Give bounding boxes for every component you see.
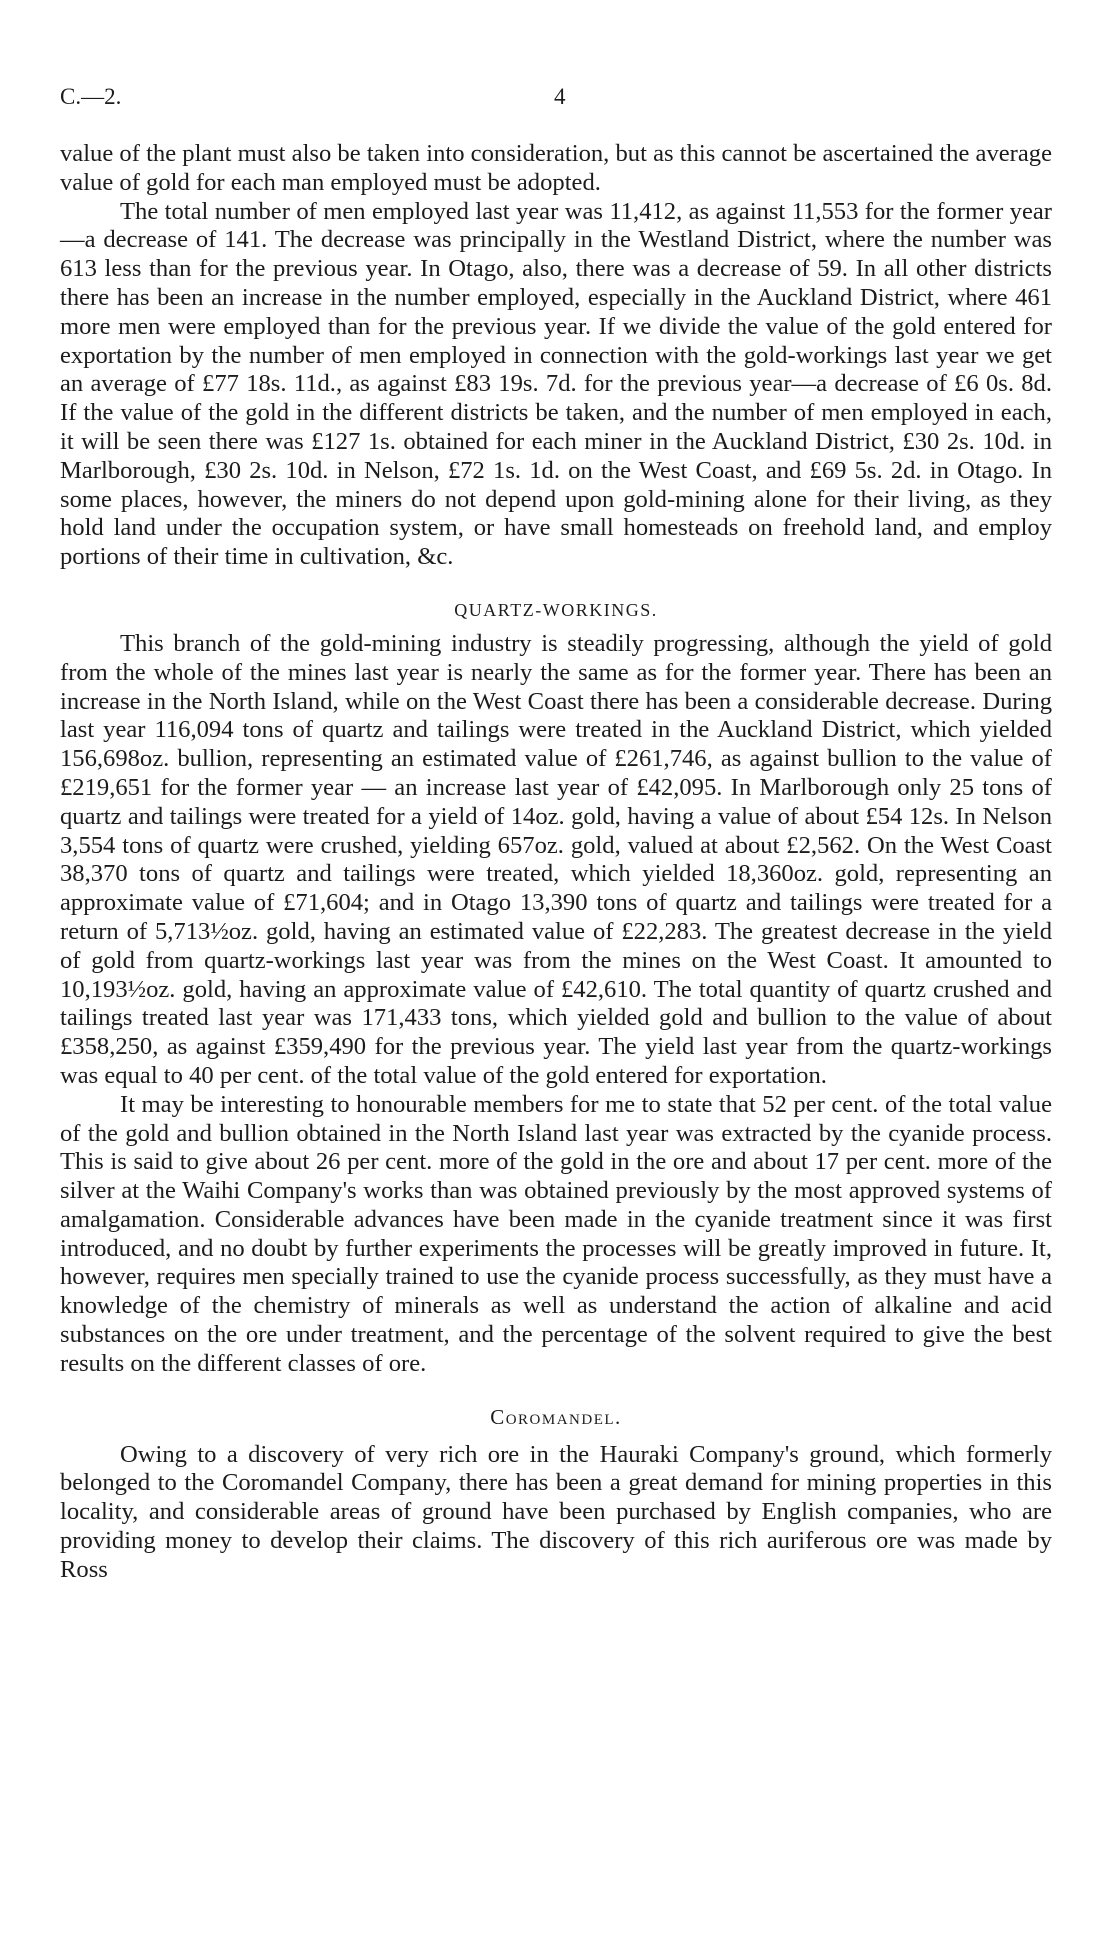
document-page [60, 80, 1052, 1585]
document-reference: C.—2. [60, 84, 122, 109]
section-heading-quartz-workings: QUARTZ-WORKINGS. [454, 599, 658, 620]
paragraph-quartz-progress: This branch of the gold-mining industry is steadily progressing, although the yield of gold from the whole of the mines last year is nearly the same as for the former year. There has been an increase in the North Island, while on the West Coast there has been a considerable decrease. During last year 116,094 tons of quartz and tailings were treated in the Auckland District, which yielded 156,698oz. bullion, representing an estimated value of £261,746, as against bullion to the value of £219,651 for the former year — an increase last year of £42,095. In Marlborough only 25 tons of quartz and tailings were treated for a yield of 14oz. gold, having a value of about £54 12s. In Nelson 3,554 tons of quartz were crushed, yielding 657oz. gold, valued at about £2,562. On the West Coast 38,370 tons of quartz and tailings were treated, which yielded 18,360oz. gold, representing an approximate value of £71,604; and in Otago 13,390 tons of quartz and tailings were treated for a return of 5,713½oz. gold, having an estimated value of £22,283. The greatest decrease in the yield of gold from quartz-workings last year was from the mines on the West Coast. It amounted to 10,193½oz. gold, having an approximate value of £42,610. The total quantity of quartz crushed and tailings treated last year was 171,433 tons, which yielded gold and bullion to the value of about £358,250, as against £359,490 for the previous year. The yield last year from the quartz-workings was equal to 40 per cent. of the total value of the gold entered for exportation. [60, 629, 1052, 1089]
body-text [60, 140, 1052, 1585]
paragraph-continuation: value of the plant must also be taken into consideration, but as this cannot be ascertained the average value of gold for each man employed must be adopted. [60, 140, 1052, 196]
page-header [60, 80, 1052, 114]
section-heading-coromandel: Coromandel. [490, 1404, 622, 1429]
paragraph-coromandel: Owing to a discovery of very rich ore in the Hauraki Company's ground, which formerly belonged to the Coromandel Company, there has been a great demand for mining properties in this locality, and considerable areas of ground have been purchased by English companies, who are providing money to develop their claims. The discovery of this rich auriferous ore was made by Ross [60, 1440, 1052, 1583]
page-number: 4 [554, 84, 566, 109]
paragraph-cyanide-process: It may be interesting to honourable members for me to state that 52 per cent. of the total value of the gold and bullion obtained in the North Island last year was extracted by the cyanide process. This is said to give about 26 per cent. more of the gold in the ore and about 17 per cent. more of the silver at the Waihi Company's works than was obtained previously by the most approved systems of amalgamation. Considerable advances have been made in the cyanide treatment since it was first introduced, and no doubt by further experiments the processes will be greatly improved in future. It, however, requires men specially trained to use the cyanide process successfully, as they must have a knowledge of the chemistry of minerals as well as understand the action of alkaline and acid substances on the ore under treatment, and the percentage of the solvent required to give the best results on the different classes of ore. [60, 1090, 1052, 1377]
paragraph-men-employed: The total number of men employed last year was 11,412, as against 11,553 for the former year—a decrease of 141. The decrease was principally in the Westland District, where the number was 613 less than for the previous year. In Otago, also, there was a decrease of 59. In all other districts there has been an increase in the number employed, especially in the Auckland District, where 461 more men were employed than for the previous year. If we divide the value of the gold entered for exportation by the number of men employed in connection with the gold-workings last year we get an average of £77 18s. 11d., as against £83 19s. 7d. for the previous year—a decrease of £6 0s. 8d. If the value of the gold in the different districts be taken, and the number of men employed in each, it will be seen there was £127 1s. obtained for each miner in the Auckland District, £30 2s. 10d. in Marlborough, £30 2s. 10d. in Nelson, £72 1s. 1d. on the West Coast, and £69 5s. 2d. in Otago. In some places, however, the miners do not depend upon gold-mining alone for their living, as they hold land under the occupation system, or have small homesteads on freehold land, and employ portions of their time in cultivation, &c. [60, 197, 1052, 571]
